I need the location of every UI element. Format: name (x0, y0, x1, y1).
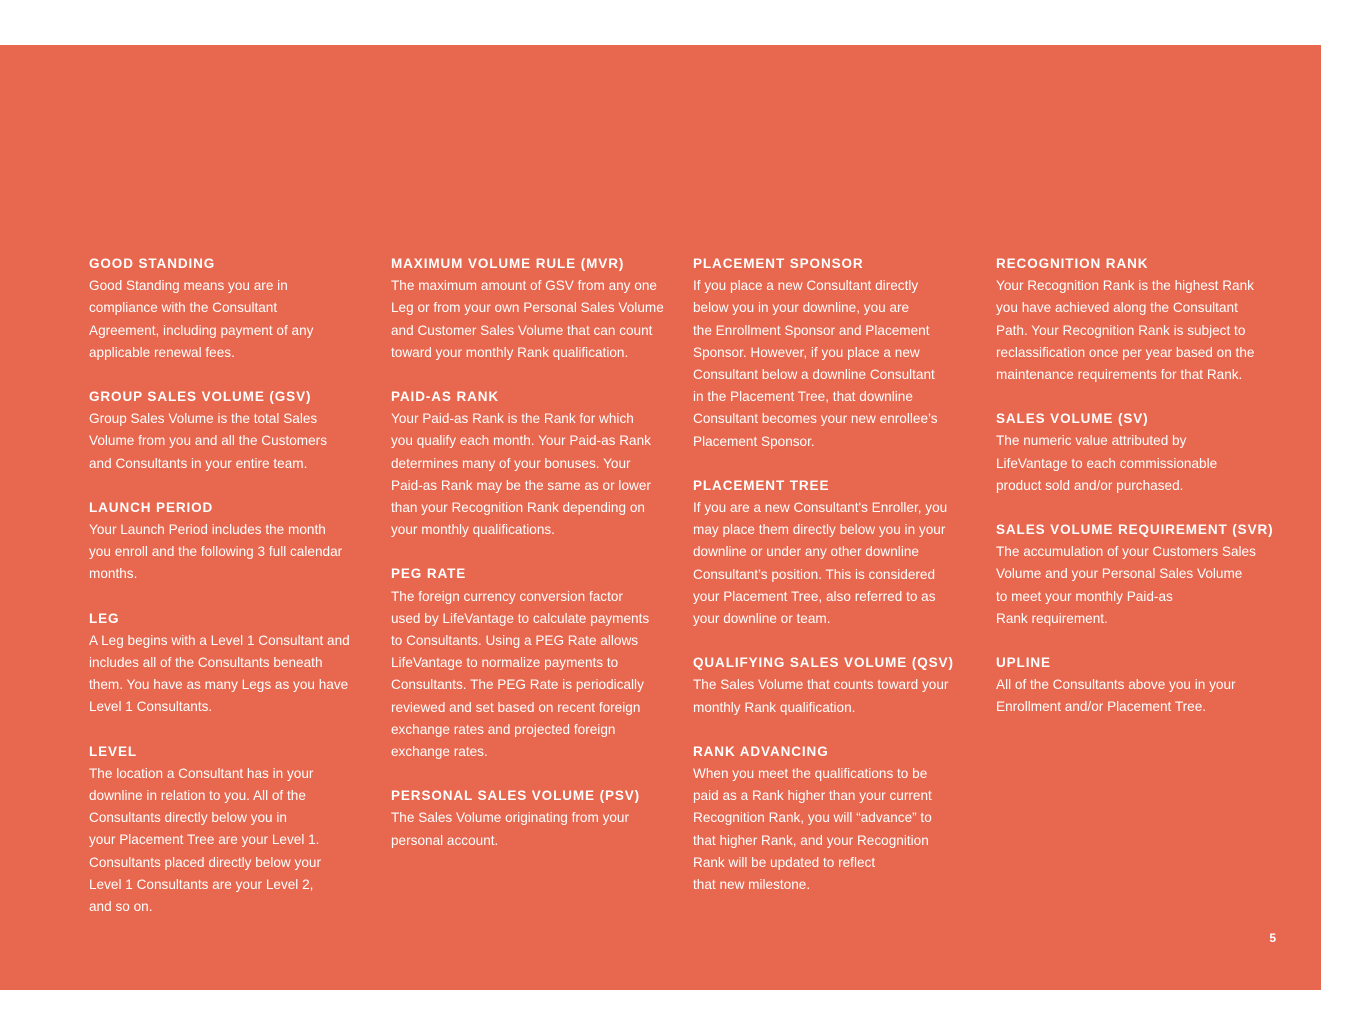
definition-line: downline or under any other downline (693, 544, 919, 560)
glossary-entry (89, 253, 379, 364)
definition-line: monthly Rank qualification. (693, 699, 856, 715)
definition-line: Consultants placed directly below your (89, 854, 321, 870)
glossary-term: RECOGNITION RANK (996, 256, 1149, 271)
definition-line: The maximum amount of GSV from any one (391, 278, 657, 294)
definition-line: Good Standing means you are in (89, 278, 288, 294)
glossary-entry (693, 253, 983, 453)
glossary-definition (996, 541, 1286, 630)
glossary-term: SALES VOLUME REQUIREMENT (SVR) (996, 522, 1274, 538)
definition-line: determines many of your bonuses. Your (391, 455, 631, 471)
definition-line: in the Placement Tree, that downline (693, 389, 913, 405)
glossary-entry (693, 741, 983, 896)
definition-line: LifeVantage to each commissionable (996, 455, 1218, 471)
definition-line: than your Recognition Rank depending on (391, 500, 645, 516)
definition-line: them. You have as many Legs as you have (89, 677, 349, 693)
glossary-term: GROUP SALES VOLUME (GSV) (89, 389, 312, 405)
definition-line: The Sales Volume that counts toward your (693, 677, 949, 693)
definition-line: The Sales Volume originating from your (391, 810, 630, 826)
definition-line: your Placement Tree, also referred to as (693, 588, 936, 604)
glossary-column-4 (996, 253, 1286, 741)
definition-line: applicable renewal fees. (89, 344, 235, 360)
glossary-column-3 (693, 253, 983, 918)
glossary-definition (693, 763, 983, 896)
definition-line: Your Recognition Rank is the highest Rank (996, 278, 1254, 294)
definition-line: Level 1 Consultants are your Level 2, (89, 876, 314, 892)
definition-line: your Placement Tree are your Level 1. (89, 832, 320, 848)
definition-line: Consultant below a downline Consultant (693, 367, 935, 383)
definition-line: to meet your monthly Paid-as (996, 588, 1173, 604)
glossary-term: LAUNCH PERIOD (89, 499, 214, 515)
definition-line: exchange rates and projected foreign (391, 721, 616, 737)
definition-line: Level 1 Consultants. (89, 699, 213, 715)
definition-line: you enroll and the following 3 full calendar (89, 544, 343, 560)
glossary-entry (391, 386, 681, 541)
definition-line: that higher Rank, and your Recognition (693, 832, 929, 848)
glossary-definition (89, 408, 379, 475)
definition-line: Consultants. The PEG Rate is periodically (391, 677, 644, 693)
definition-line: Volume and your Personal Sales Volume (996, 566, 1243, 582)
glossary-entry (89, 386, 379, 475)
definition-line: The location a Consultant has in your (89, 765, 314, 781)
definition-line: Rank requirement. (996, 610, 1108, 626)
definition-line: used by LifeVantage to calculate payments (391, 610, 650, 626)
definition-line: product sold and/or purchased. (996, 477, 1184, 493)
glossary-definition (996, 430, 1286, 497)
glossary-definition (693, 674, 983, 718)
definition-line: Leg or from your own Personal Sales Volume (391, 300, 664, 316)
definition-line: may place them directly below you in your (693, 522, 946, 538)
definition-line: that new milestone. (693, 877, 811, 893)
glossary-definition (693, 497, 983, 630)
glossary-term: PEG RATE (391, 566, 467, 582)
glossary-column-1 (89, 253, 379, 940)
glossary-term: RANK ADVANCING (693, 743, 829, 759)
glossary-definition (89, 763, 379, 918)
glossary-entry (996, 408, 1286, 497)
definition-line: toward your monthly Rank qualification. (391, 344, 629, 360)
glossary-entry (89, 497, 379, 586)
definition-line: All of the Consultants above you in your (996, 677, 1236, 693)
definition-line: Recognition Rank, you will “advance” to (693, 810, 932, 826)
glossary-definition (391, 807, 681, 851)
definition-line: Sponsor. However, if you place a new (693, 344, 920, 360)
glossary-entry (996, 652, 1286, 719)
definition-line: reviewed and set based on recent foreign (391, 699, 641, 715)
definition-line: A Leg begins with a Level 1 Consultant and (89, 632, 350, 648)
definition-line: personal account. (391, 832, 499, 848)
definition-line: If you place a new Consultant directly (693, 278, 919, 294)
glossary-term: QUALIFYING SALES VOLUME (QSV) (693, 655, 954, 671)
glossary-definition (89, 275, 379, 364)
definition-line: you qualify each month. Your Paid-as Rank (391, 433, 651, 449)
definition-line: Placement Sponsor. (693, 433, 815, 449)
glossary-entry (391, 253, 681, 364)
definition-line: Your Paid-as Rank is the Rank for which (391, 411, 634, 427)
definition-line: Path. Your Recognition Rank is subject to (996, 322, 1246, 338)
page-number: 5 (1269, 931, 1276, 945)
definition-line: Consultants directly below you in (89, 810, 287, 826)
glossary-term: PAID-AS RANK (391, 389, 500, 405)
glossary-term: SALES VOLUME (SV) (996, 411, 1149, 427)
definition-line: When you meet the qualifications to be (693, 766, 928, 782)
glossary-column-2 (391, 253, 681, 874)
definition-line: Agreement, including payment of any (89, 322, 314, 338)
glossary-page (0, 45, 1321, 990)
glossary-entry (391, 785, 681, 852)
definition-line: exchange rates. (391, 744, 488, 760)
definition-line: reclassification once per year based on the (996, 344, 1255, 360)
glossary-entry (693, 475, 983, 630)
definition-line: and Consultants in your entire team. (89, 455, 308, 471)
glossary-entry (89, 608, 379, 719)
definition-line: downline in relation to you. All of the (89, 788, 306, 804)
glossary-term: GOOD STANDING (89, 256, 216, 271)
definition-line: maintenance requirements for that Rank. (996, 367, 1243, 383)
definition-line: includes all of the Consultants beneath (89, 655, 323, 671)
definition-line: Consultant becomes your new enrollee’s (693, 411, 938, 427)
glossary-definition (89, 519, 379, 586)
definition-line: Paid-as Rank may be the same as or lower (391, 477, 651, 493)
definition-line: the Enrollment Sponsor and Placement (693, 322, 930, 338)
glossary-entry (693, 652, 983, 719)
glossary-entry (996, 519, 1286, 630)
definition-line: to Consultants. Using a PEG Rate allows (391, 633, 639, 649)
glossary-entry (996, 253, 1286, 386)
definition-line: months. (89, 566, 138, 582)
glossary-term: MAXIMUM VOLUME RULE (MVR) (391, 256, 625, 271)
definition-line: Rank will be updated to reflect (693, 854, 876, 870)
definition-line: and so on. (89, 899, 153, 915)
glossary-definition (996, 275, 1286, 386)
definition-line: Enrollment and/or Placement Tree. (996, 699, 1207, 715)
definition-line: below you in your downline, you are (693, 300, 910, 316)
glossary-definition (391, 586, 681, 764)
definition-line: paid as a Rank higher than your current (693, 788, 932, 804)
definition-line: your downline or team. (693, 611, 831, 627)
definition-line: Volume from you and all the Customers (89, 433, 328, 449)
glossary-definition (391, 408, 681, 541)
definition-line: your monthly qualifications. (391, 522, 555, 538)
definition-line: The accumulation of your Customers Sales (996, 544, 1256, 560)
glossary-entry (391, 563, 681, 763)
glossary-term: PLACEMENT SPONSOR (693, 256, 864, 271)
glossary-definition (996, 674, 1286, 718)
glossary-term: UPLINE (996, 655, 1051, 671)
definition-line: Your Launch Period includes the month (89, 522, 326, 538)
definition-line: If you are a new Consultant's Enroller, you (693, 500, 948, 516)
glossary-definition (391, 275, 681, 364)
glossary-term: PLACEMENT TREE (693, 477, 830, 493)
definition-line: Group Sales Volume is the total Sales (89, 411, 318, 427)
glossary-term: PERSONAL SALES VOLUME (PSV) (391, 788, 641, 804)
definition-line: compliance with the Consultant (89, 300, 278, 316)
glossary-term: LEG (89, 610, 120, 626)
glossary-entry (89, 741, 379, 919)
definition-line: and Customer Sales Volume that can count (391, 322, 653, 338)
glossary-definition (89, 630, 379, 719)
definition-line: Consultant’s position. This is considered (693, 566, 936, 582)
definition-line: you have achieved along the Consultant (996, 300, 1238, 316)
glossary-definition (693, 275, 983, 453)
definition-line: The foreign currency conversion factor (391, 588, 623, 604)
glossary-term: LEVEL (89, 743, 138, 759)
definition-line: The numeric value attributed by (996, 433, 1187, 449)
definition-line: LifeVantage to normalize payments to (391, 655, 619, 671)
